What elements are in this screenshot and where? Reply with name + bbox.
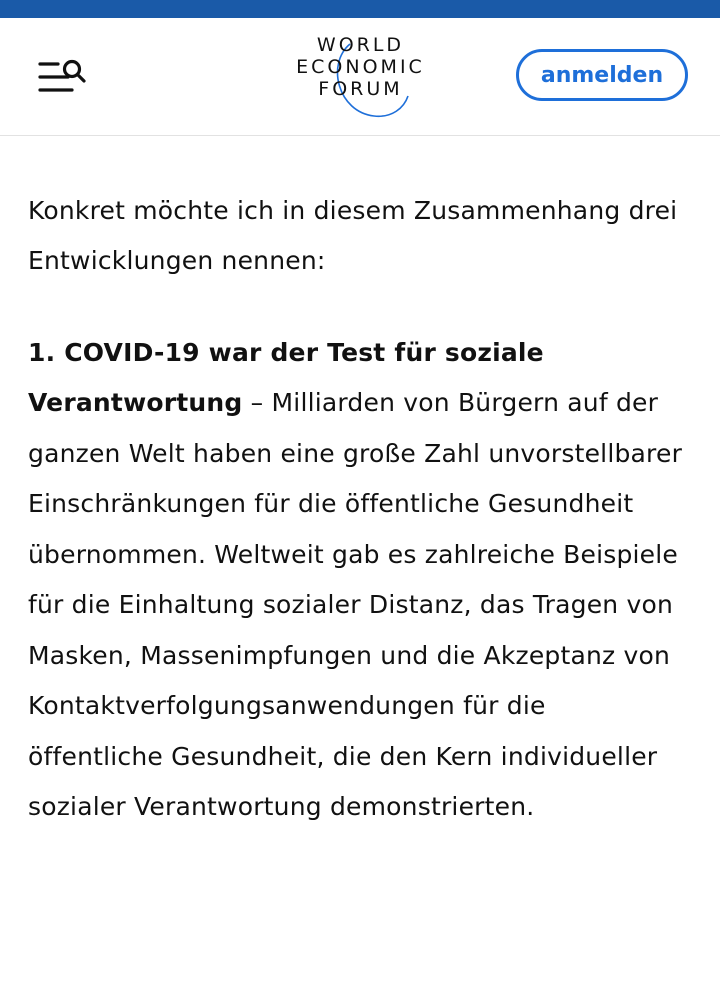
point-1-body: – Milliarden von Bürgern auf der ganzen Welt haben eine große Zahl unvorstellbarer Einschränkungen für die öffentliche Gesundheit übernommen. Weltweit gab es zahlreiche Beispiele für die Einhaltung sozialer Distanz, das Tragen von Masken, Massenimpfungen und die Akzeptanz von Kontaktverfolgungsanwendungen für die öffentliche Gesundheit, die den Kern individueller sozialer Verantwortung demonstrierten. [28, 388, 683, 821]
article-paragraph-intro: Konkret möchte ich in diesem Zusammenhang drei Entwicklungen nennen: [28, 195, 678, 275]
point-1-heading: 1. COVID-19 war der Test für soziale Verantwortung [28, 337, 544, 417]
article-paragraph-point-1 [28, 328, 688, 833]
signin-button[interactable]: anmelden [516, 49, 688, 101]
logo-line-3: FORUM [318, 78, 403, 100]
site-header [0, 18, 720, 136]
menu-search-icon [36, 58, 90, 98]
logo-line-2: ECONOMIC [296, 56, 425, 78]
article-body [28, 94, 688, 874]
top-accent-bar [0, 0, 720, 18]
menu-search-button[interactable] [36, 58, 90, 98]
logo-line-1: WORLD [316, 34, 405, 56]
wef-logo[interactable] [288, 34, 433, 122]
logo-text [288, 34, 433, 100]
